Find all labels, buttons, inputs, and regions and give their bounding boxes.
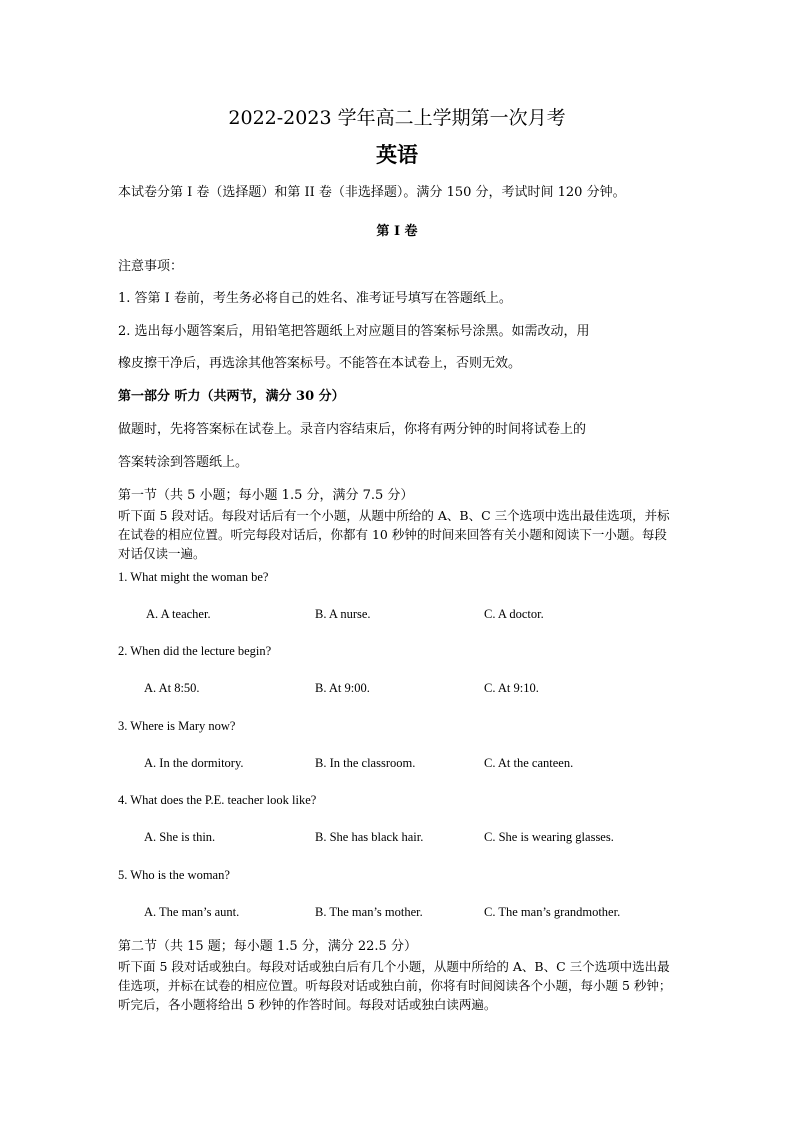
option-c: C. She is wearing glasses. <box>484 830 614 844</box>
option-b: B. A nurse. <box>315 607 371 621</box>
section2-heading: 第二节（共 15 题；每小题 1.5 分，满分 22.5 分） <box>118 939 417 954</box>
option-a: A. In the dormitory. <box>144 756 244 770</box>
volume-label: 第 I 卷 <box>376 224 418 239</box>
section1-instructions: 听下面 5 段对话。每段对话后有一个小题，从题中所给的 A、B、C 三个选项中选出最佳选项，并标在试卷的相应位置。听完每段对话后，你都有 10 秒钟的时间来回答有关小题和阅读下一小题。每段对话仅读一遍。 <box>118 508 670 561</box>
exam-title: 2022-2023 学年高二上学期第一次月考 <box>228 107 566 129</box>
question-stem: 2. When did the lecture begin? <box>118 644 272 658</box>
part1-instruction-line-1: 做题时，先将答案标在试卷上。录音内容结束后，你将有两分钟的时间将试卷上的 <box>118 422 587 437</box>
exam-subject: 英语 <box>376 142 418 167</box>
option-c: C. A doctor. <box>484 607 544 621</box>
part1-instruction-line-2: 答案转涂到答题纸上。 <box>118 455 249 470</box>
notice-item-1: 1. 答第 I 卷前，考生务必将自己的姓名、准考证号填写在答题纸上。 <box>118 291 512 306</box>
notice-item-2-line-2: 橡皮擦干净后，再选涂其他答案标号。不能答在本试卷上，否则无效。 <box>118 356 522 371</box>
notice-title: 注意事项： <box>118 259 184 274</box>
part1-heading: 第一部分 听力（共两节，满分 30 分） <box>118 389 345 404</box>
option-b: B. She has black hair. <box>315 830 424 844</box>
option-b: B. In the classroom. <box>315 756 416 770</box>
section2-instructions: 听下面 5 段对话或独白。每段对话或独白后有几个小题，从题中所给的 A、B、C 三个选项中选出最佳选项，并标在试卷的相应位置。听每段对话或独白前，你将有时间阅读各个小题，每小题 5 秒钟；听完后，各小题将给出 5 秒钟的作答时间。每段对话或独白读两遍。 <box>118 959 672 1012</box>
section1-heading: 第一节（共 5 小题；每小题 1.5 分，满分 7.5 分） <box>118 488 414 503</box>
question-stem: 4. What does the P.E. teacher look like? <box>118 793 317 807</box>
option-a: A. The man’s aunt. <box>144 905 240 919</box>
option-c: C. At the canteen. <box>484 756 574 770</box>
question-stem: 1. What might the woman be? <box>118 570 269 584</box>
notice-item-2-line-1: 2. 选出每小题答案后，用铅笔把答题纸上对应题目的答案标号涂黑。如需改动，用 <box>118 324 590 339</box>
option-c: C. At 9:10. <box>484 681 539 695</box>
option-b: B. At 9:00. <box>315 681 370 695</box>
question-stem: 3. Where is Mary now? <box>118 719 236 733</box>
option-a: A. A teacher. <box>146 607 211 621</box>
option-a: A. She is thin. <box>144 830 216 844</box>
option-a: A. At 8:50. <box>144 681 200 695</box>
exam-intro: 本试卷分第 I 卷（选择题）和第 II 卷（非选择题）。满分 150 分，考试时间 120 分钟。 <box>118 185 626 200</box>
option-b: B. The man’s mother. <box>315 905 423 919</box>
option-c: C. The man’s grandmother. <box>484 905 621 919</box>
question-stem: 5. Who is the woman? <box>118 868 230 882</box>
